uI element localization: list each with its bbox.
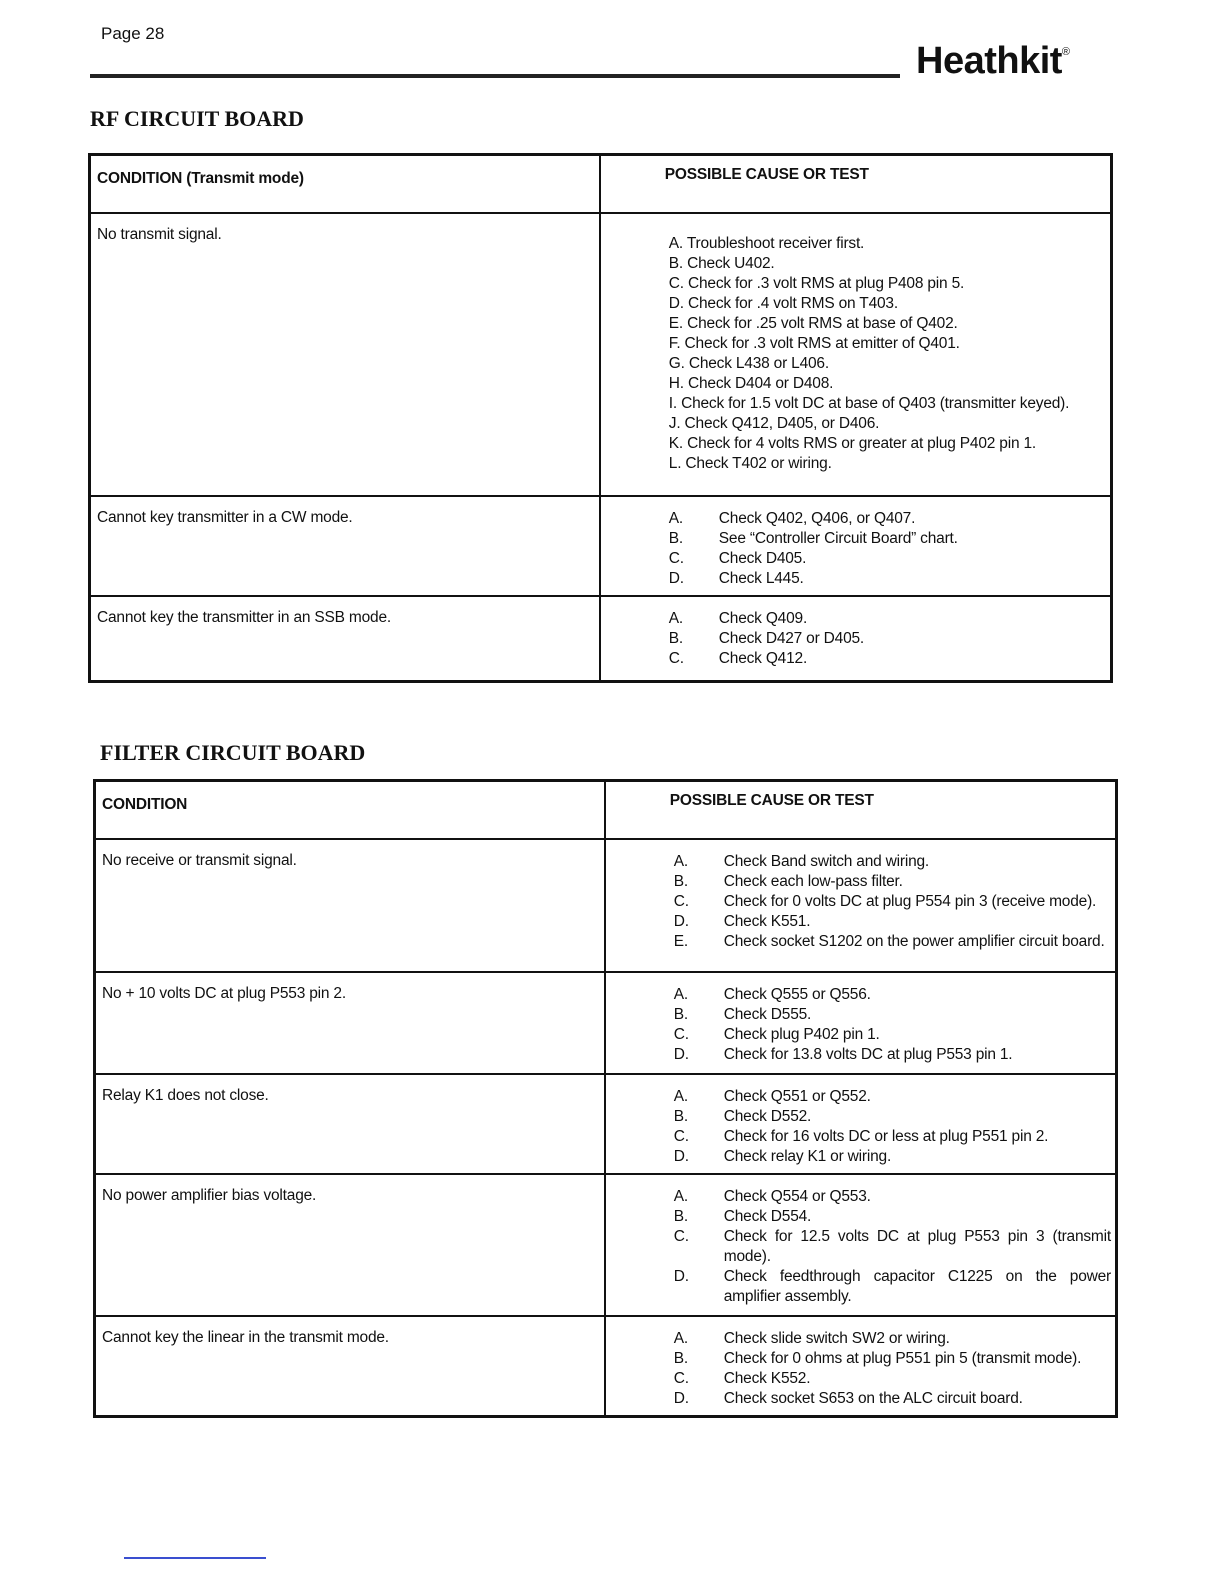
cause-letter: B. [673,873,689,890]
cause-item: E. Check for .25 volt RMS at base of Q402. [668,315,958,332]
cause-letter: D. [673,1148,689,1165]
cause-letter: D. [668,570,684,587]
cause-letter: A. [668,610,684,627]
cause-letter: D. [673,1268,689,1285]
cause-column-header: POSSIBLE CAUSE OR TEST [600,155,1112,214]
brand-logo [916,40,1070,83]
table-row [95,1074,1117,1174]
rf-board-title: RF CIRCUIT BOARD [90,106,304,131]
cause-item: J. Check Q412, D405, or D406. [668,415,880,432]
cause-text: Check K552. [723,1370,811,1387]
cause-item: D. Check for .4 volt RMS on T403. [668,295,898,312]
cause-text: Check relay K1 or wiring. [723,1148,892,1165]
cause-item: C. Check for .3 volt RMS at plug P408 pin 5. [668,275,965,292]
cause-letter: B. [673,1208,689,1225]
cause-text: Check Band switch and wiring. [723,853,930,870]
cause-text: Check D555. [723,1006,812,1023]
cause-item [606,1329,1111,1349]
table-row [90,496,1112,596]
cause-item [606,1207,1111,1227]
table-row [95,1316,1117,1416]
cause-text: Check Q554 or Q553. [723,1188,871,1205]
condition-column-header: CONDITION [95,781,605,840]
cause-text: Check plug P402 pin 1. [723,1026,880,1043]
table-row [95,1174,1117,1316]
registered-mark: ® [1061,46,1070,58]
cause-letter: C. [668,650,684,667]
cause-cell [605,972,1117,1074]
condition-column-header: CONDITION (Transmit mode) [90,155,600,214]
cause-item [601,529,1106,549]
cause-text: See “Controller Circuit Board” chart. [718,530,958,547]
cause-item [606,1187,1111,1207]
cause-item: H. Check D404 or D408. [668,375,834,392]
cause-item: G. Check L438 or L406. [668,355,829,372]
cause-item [606,1147,1111,1167]
filter-board-title: FILTER CIRCUIT BOARD [100,740,366,765]
page-number: Page 28 [101,24,165,43]
cause-item [606,892,1111,912]
cause-item [601,629,1106,649]
cause-text: Check for 0 volts DC at plug P554 pin 3 (receive mode). [723,893,1097,910]
header-rule [90,74,900,78]
condition-cell: No power amplifier bias voltage. [95,1174,605,1316]
cause-letter: D. [673,1390,689,1407]
cause-cell [605,1074,1117,1174]
table-header-row [95,781,1117,840]
cause-text: Check Q409. [718,610,808,627]
cause-text: Check socket S1202 on the power amplifier circuit board. [723,933,1105,950]
condition-cell: Cannot key transmitter in a CW mode. [90,496,600,596]
cause-text: Check D427 or D405. [718,630,865,647]
cause-item: K. Check for 4 volts RMS or greater at plug P402 pin 1. [668,435,1036,452]
cause-text: Check D552. [723,1108,812,1125]
table-row [90,596,1112,681]
cause-letter: A. [673,986,689,1003]
cause-letter: B. [668,530,684,547]
cause-item [606,985,1111,1005]
cause-letter: C. [673,1228,689,1245]
cause-letter: D. [673,913,689,930]
cause-item [601,549,1106,569]
cause-letter: B. [673,1006,689,1023]
cause-text: Check feedthrough capacitor C1225 on the power amplifier assembly. [723,1268,1111,1305]
cause-letter: B. [673,1108,689,1125]
cause-item: I. Check for 1.5 volt DC at base of Q403 (transmitter keyed). [668,395,1070,412]
filter-board-table [93,779,1118,1418]
cause-item [606,1227,1111,1267]
cause-letter: C. [673,893,689,910]
cause-cell [605,1174,1117,1316]
cause-item [601,649,1106,669]
table-row [90,213,1112,496]
cause-item: A. Troubleshoot receiver first. [668,235,865,252]
cause-text: Check Q402, Q406, or Q407. [718,510,916,527]
cause-item [606,1087,1111,1107]
cause-cell [605,1316,1117,1416]
cause-text: Check Q555 or Q556. [723,986,871,1003]
cause-letter: C. [668,550,684,567]
cause-item [606,1369,1111,1389]
cause-item [606,1025,1111,1045]
condition-cell: Cannot key the linear in the transmit mode. [95,1316,605,1416]
condition-cell: Relay K1 does not close. [95,1074,605,1174]
cause-letter: A. [673,1330,689,1347]
cause-letter: A. [673,853,689,870]
cause-letter: B. [673,1350,689,1367]
footer-line [124,1557,266,1559]
cause-text: Check Q412. [718,650,808,667]
cause-letter: C. [673,1026,689,1043]
cause-text: Check D405. [718,550,807,567]
cause-letter: B. [668,630,684,647]
table-header-row [90,155,1112,214]
condition-cell: Cannot key the transmitter in an SSB mode. [90,596,600,681]
condition-cell: No transmit signal. [90,213,600,496]
cause-item [606,872,1111,892]
cause-text: Check D554. [723,1208,812,1225]
table-row [95,839,1117,972]
condition-cell: No receive or transmit signal. [95,839,605,972]
cause-item [606,1389,1111,1409]
brand-name: Heathkit [916,40,1062,82]
cause-item [606,1005,1111,1025]
cause-letter: A. [673,1088,689,1105]
cause-text: Check for 12.5 volts DC at plug P553 pin 3 (transmit mode). [723,1228,1111,1265]
cause-item: B. Check U402. [668,255,775,272]
cause-letter: A. [673,1188,689,1205]
cause-item [601,509,1106,529]
cause-text: Check each low-pass filter. [723,873,903,890]
cause-item: F. Check for .3 volt RMS at emitter of Q401. [668,335,960,352]
condition-cell: No + 10 volts DC at plug P553 pin 2. [95,972,605,1074]
cause-column-header: POSSIBLE CAUSE OR TEST [605,781,1117,840]
cause-letter: A. [668,510,684,527]
cause-item [606,1045,1111,1065]
cause-text: Check socket S653 on the ALC circuit board. [723,1390,1023,1407]
cause-cell [605,839,1117,972]
cause-text: Check slide switch SW2 or wiring. [723,1330,950,1347]
cause-letter: C. [673,1370,689,1387]
cause-letter: C. [673,1128,689,1145]
cause-item [606,852,1111,872]
cause-item [606,1107,1111,1127]
cause-text: Check for 16 volts DC or less at plug P551 pin 2. [723,1128,1049,1145]
cause-text: Check K551. [723,913,811,930]
cause-item [606,1349,1111,1369]
cause-letter: D. [673,1046,689,1063]
cause-item [606,912,1111,932]
cause-text: Check for 0 ohms at plug P551 pin 5 (transmit mode). [723,1350,1082,1367]
cause-text: Check for 13.8 volts DC at plug P553 pin 1. [723,1046,1013,1063]
cause-cell [600,596,1112,681]
cause-letter: E. [673,933,689,950]
cause-item [601,609,1106,629]
rf-board-table [88,153,1113,683]
cause-item [606,1267,1111,1307]
table-row [95,972,1117,1074]
cause-item: L. Check T402 or wiring. [668,455,832,472]
cause-text: Check L445. [718,570,804,587]
cause-item [601,569,1106,589]
cause-item [606,1127,1111,1147]
cause-cell [600,213,1112,496]
cause-item [606,932,1111,952]
cause-cell [600,496,1112,596]
cause-text: Check Q551 or Q552. [723,1088,871,1105]
